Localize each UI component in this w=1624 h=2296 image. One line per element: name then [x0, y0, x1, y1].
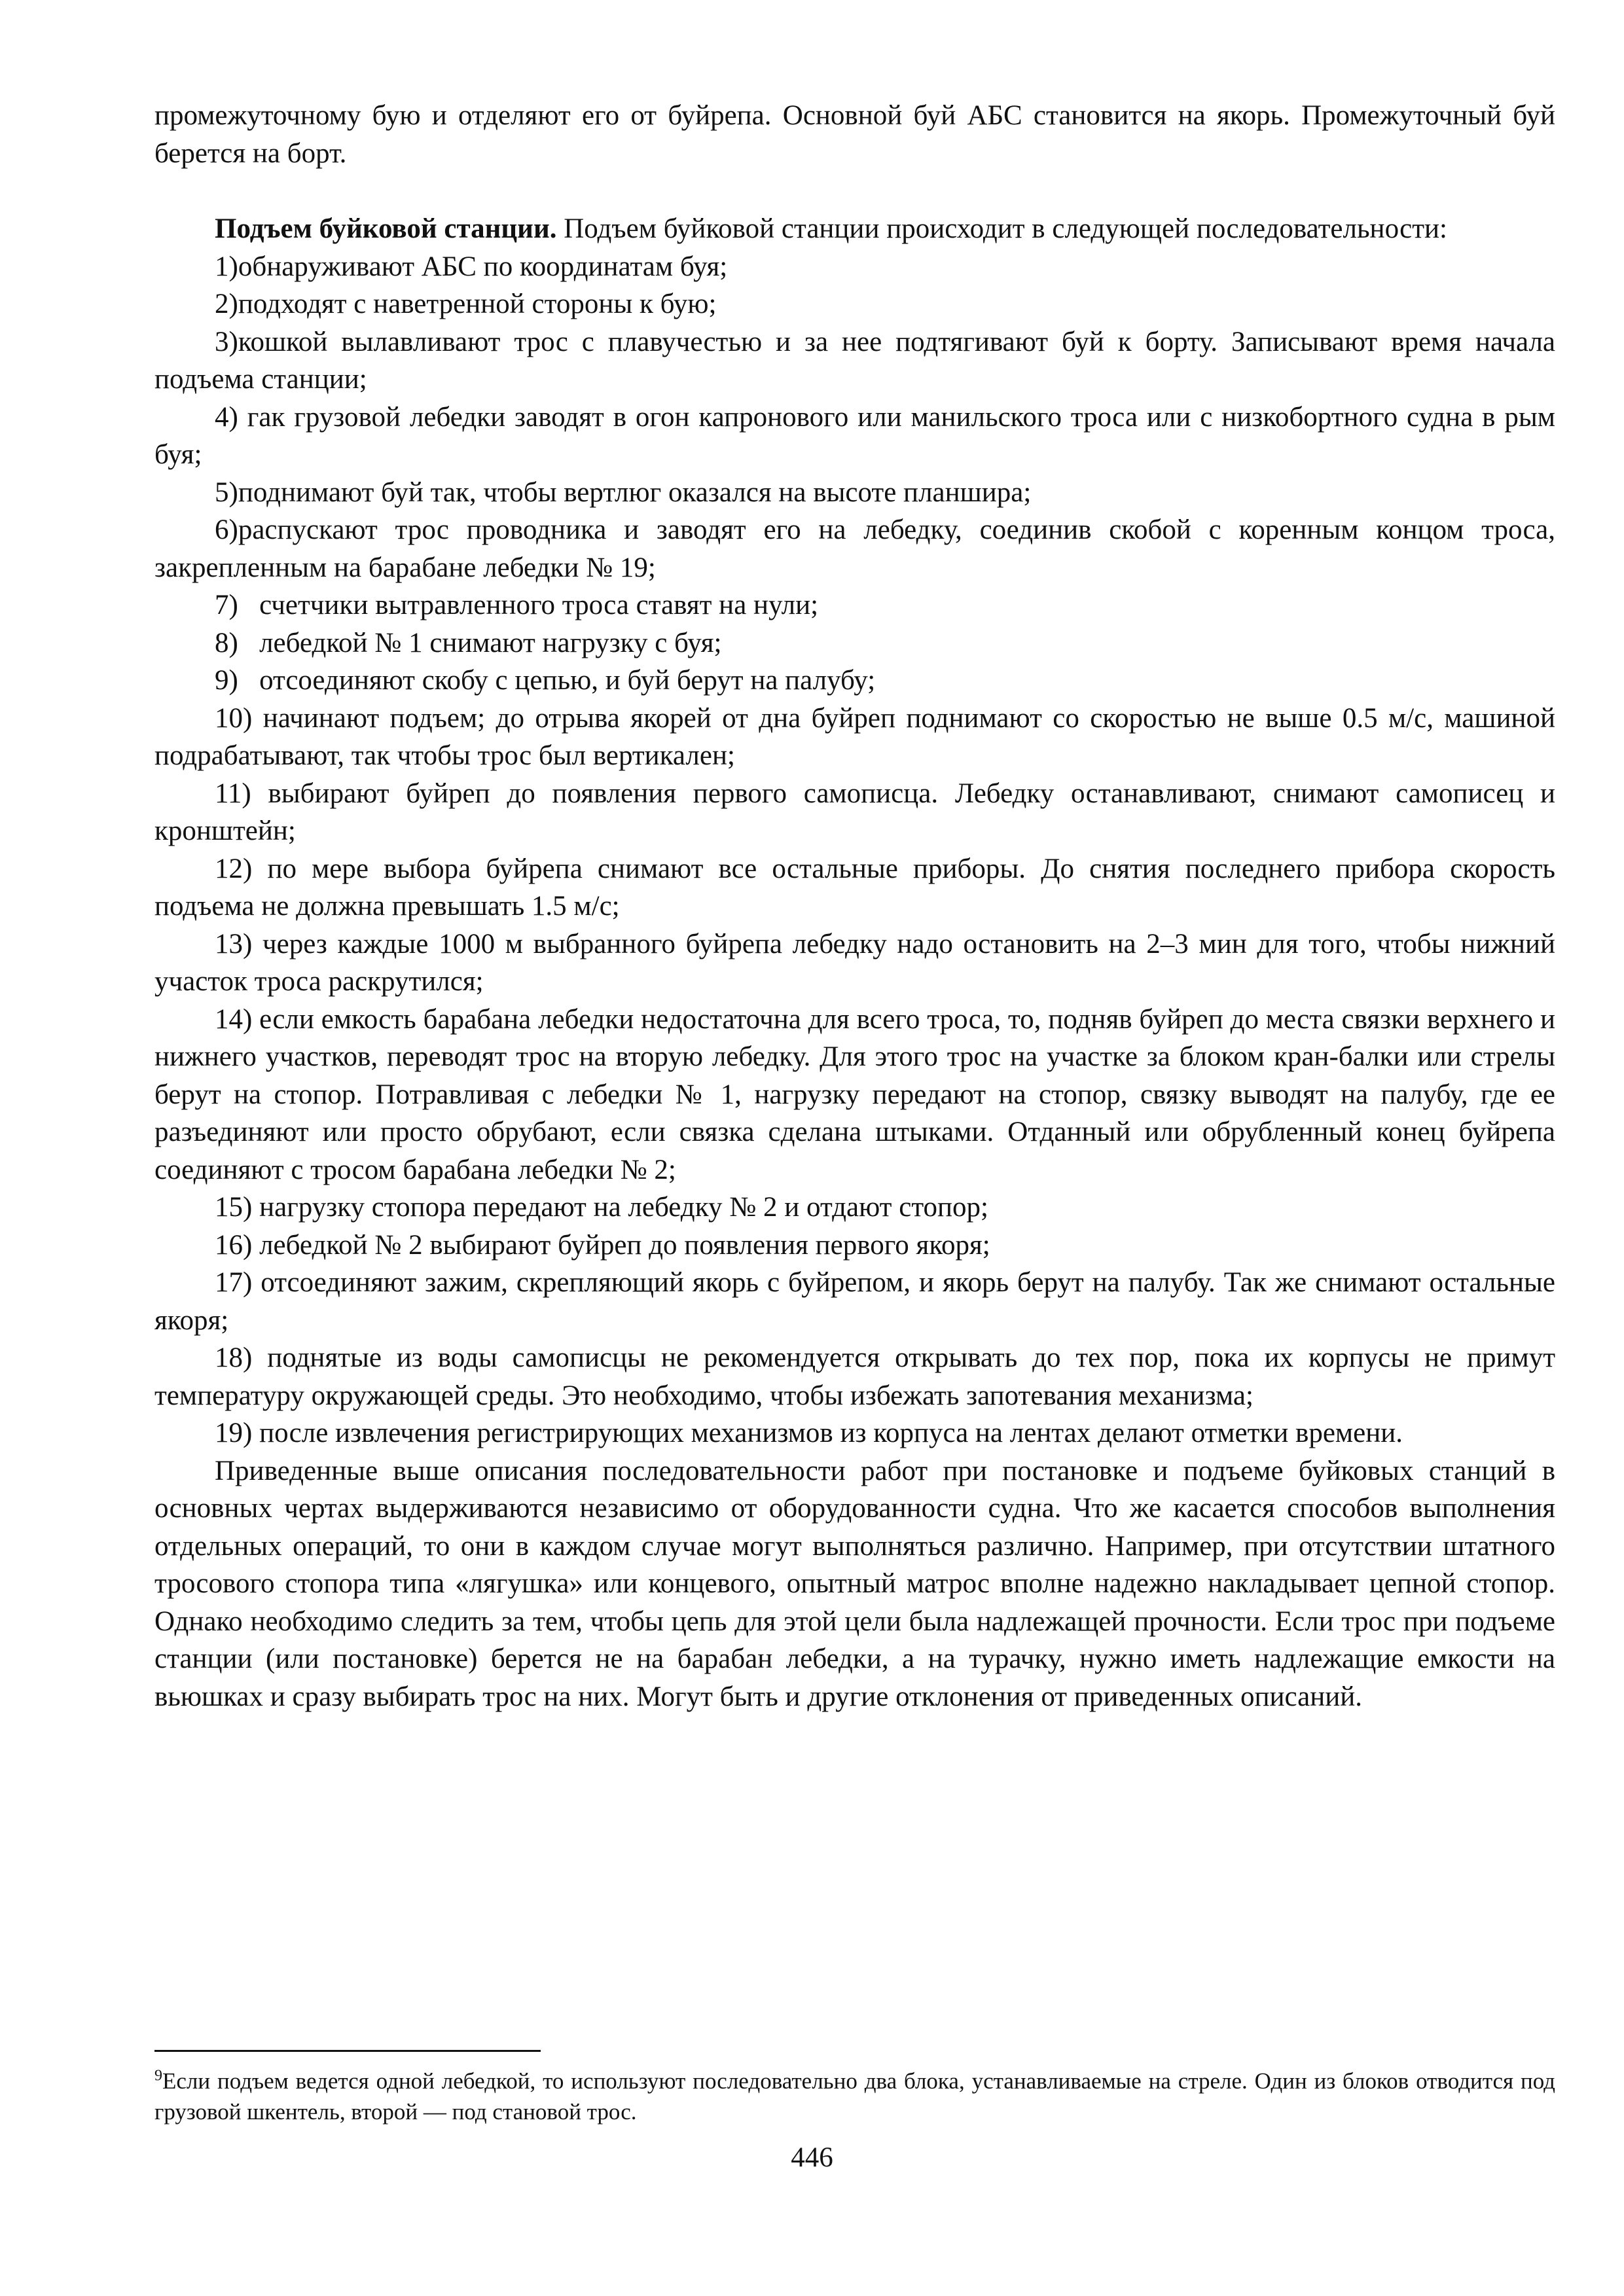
list-item: 18) поднятые из воды самописцы не рекомендуется открывать до тех пор, пока их корпусы не примут температуру окружающей среды. Это необходимо, чтобы избежать запотевания механизма;: [154, 1342, 1555, 1411]
list-item: 4) гак грузовой лебедки заводят в огон капронового или манильского троса или с низкобортного судна в рым буя;: [154, 401, 1555, 470]
list-item: 19) после извлечения регистрирующих механизмов из корпуса на лентах делают отметки времени.: [215, 1418, 1403, 1448]
list-item: 1)обнаруживают АБС по координатам буя;: [215, 251, 728, 282]
paragraph-gap: [154, 172, 1555, 210]
section-intro: [154, 210, 1555, 248]
list-item: 7) счетчики вытравленного троса ставят на нули;: [215, 590, 819, 620]
footnote-marker: 9: [154, 2067, 162, 2085]
closing-paragraph: Приведенные выше описания последовательности работ при постановке и подъеме буйковых станций в основных чертах выдерживаются независимо от оборудованности судна. Что же касается способов выполнения отдельных операций, то они в каждом случае могут выполняться различно. Например, при отсутствии штатного тросового стопора типа «лягушка» или концевого, опытный матрос вполне надежно накладывает цепной стопор. Однако необходимо следить за тем, чтобы цепь для этой цели была надлежащей прочности. Если трос при подъеме станции (или постановке) берется не на барабан лебедки, а на турачку, нужно иметь надлежащие емкости на вьюшках и сразу выбирать трос на них. Могут быть и другие отклонения от приведенных описаний.: [154, 1455, 1555, 1712]
list-item: 12) по мере выбора буйрепа снимают все остальные приборы. До снятия последнего прибора скорость подъема не должна превышать 1.5 м/с;: [154, 853, 1555, 922]
list-item: 15) нагрузку стопора передают на лебедку № 2 и отдают стопор;: [215, 1192, 988, 1223]
paragraph-continuation: промежуточному бую и отделяют его от буйрепа. Основной буй АБС становится на якорь. Промежуточный буй берется на борт.: [154, 100, 1555, 169]
list-item: 13) через каждые 1000 м выбранного буйрепа лебедку надо остановить на 2–3 мин для того, чтобы нижний участок троса раскрутился;: [154, 928, 1555, 997]
section-intro-text: Подъем буйковой станции происходит в следующей последовательности:: [556, 213, 1447, 244]
list-item: 8) лебедкой № 1 снимают нагрузку с буя;: [215, 627, 722, 658]
list-item: 11) выбирают буйреп до появления первого самописца. Лебедку останавливают, снимают самописец и кронштейн;: [154, 778, 1555, 846]
document-body: [154, 97, 1555, 1715]
list-item: 2)подходят с наветренной стороны к бую;: [215, 289, 717, 319]
section-heading: Подъем буйковой станции.: [215, 213, 557, 244]
footnote-separator: [154, 2050, 541, 2052]
footnote-text: Если подъем ведется одной лебедкой, то используют последовательно два блока, устанавливаемые на стреле. Один из блоков отводится под грузовой шкентель, второй — под становой трос.: [154, 2068, 1555, 2125]
list-item: 17) отсоединяют зажим, скрепляющий якорь с буйрепом, и якорь берут на палубу. Так же снимают остальные якоря;: [154, 1267, 1555, 1336]
list-item: 5)поднимают буй так, чтобы вертлюг оказался на высоте планшира;: [215, 476, 1032, 508]
footnote: [154, 2066, 1555, 2127]
list-item: 10) начинают подъем; до отрыва якорей от дна буйреп поднимают со скоростью не выше 0.5 м/с, машиной подрабатывают, так чтобы трос был вертикален;: [154, 702, 1555, 771]
list-item: 16) лебедкой № 2 выбирают буйреп до появления первого якоря;: [215, 1229, 990, 1261]
list-item: 9) отсоединяют скобу с цепью, и буй берут на палубу;: [215, 665, 876, 696]
list-item: 3)кошкой вылавливают трос с плавучестью и за нее подтягивают буй к борту. Записывают время начала подъема станции;: [154, 326, 1555, 395]
list-item: 6)распускают трос проводника и заводят его на лебедку, соединив скобой с коренным концом троса, закрепленным на барабане лебедки № 19;: [154, 514, 1555, 583]
list-item: 14) если емкость барабана лебедки недостаточна для всего троса, то, подняв буйреп до места связки верхнего и нижнего участков, переводят трос на вторую лебедку. Для этого трос на участке за блоком кран-балки или стрелы берут на стопор. Потравливая с лебедки № 1, нагрузку передают на стопор, связку выводят на палубу, где ее разъединяют или просто обрубают, если связка сделана штыками. Отданный или обрубленный конец буйрепа соединяют с тросом барабана лебедки № 2;: [154, 1003, 1555, 1185]
page-number: 446: [791, 2142, 833, 2173]
